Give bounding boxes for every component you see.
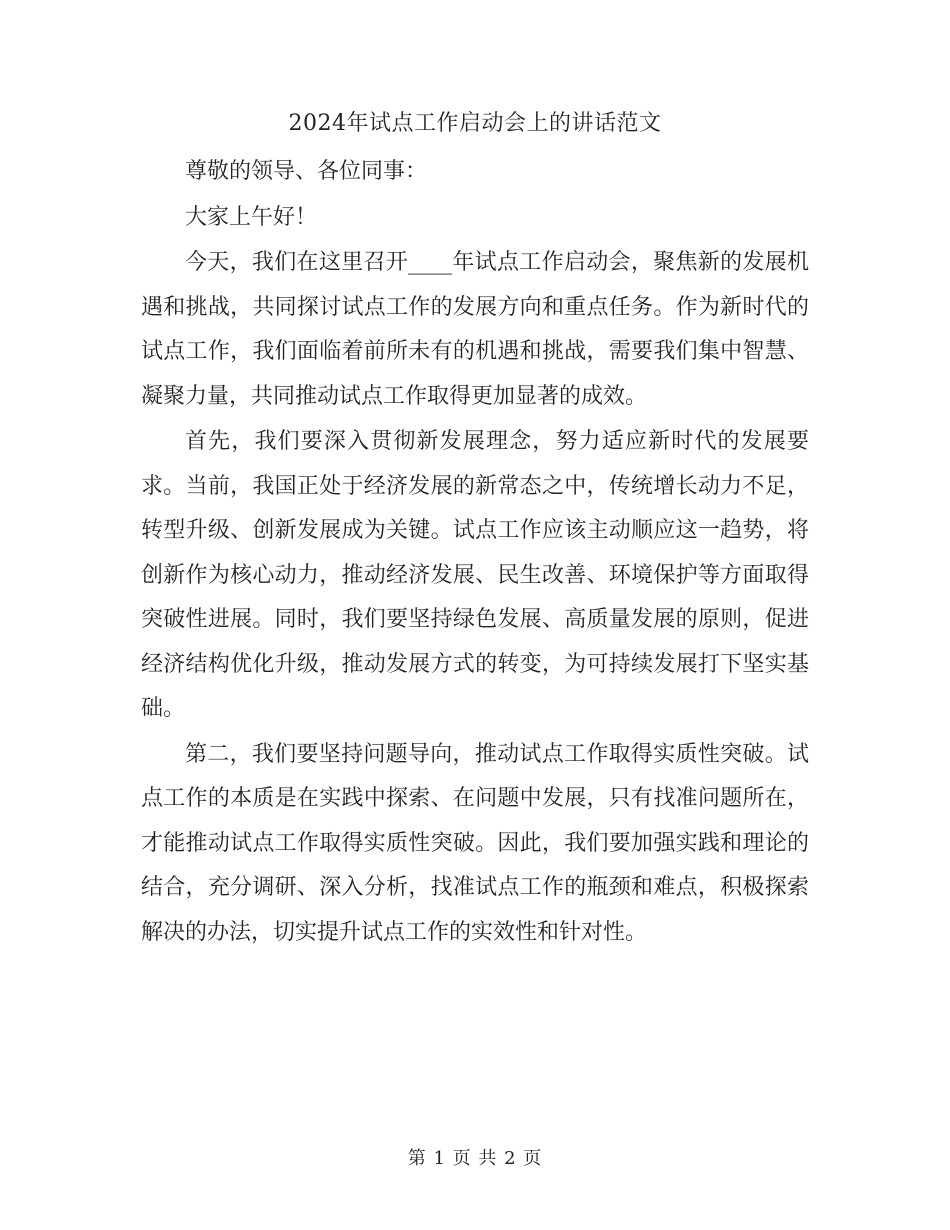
- salutation: 尊敬的领导、各位同事：: [185, 159, 428, 184]
- paragraph-intro: 今天，我们在这里召开____年试点工作启动会，聚焦新的发展机遇和挑战，共同探讨试点工作的发展方向和重点任务。作为新时代的试点工作，我们面临着前所未有的机遇和挑战，需要我们集中智慧、凝聚力量，共同推动试点工作取得更加显著的成效。: [141, 250, 809, 409]
- page-number: 第 1 页 共 2 页: [407, 1148, 543, 1169]
- document-title: 2024年试点工作启动会上的讲话范文: [288, 111, 662, 136]
- document-body: [141, 150, 809, 956]
- paragraph-second: 第二，我们要坚持问题导向，推动试点工作取得实质性突破。试点工作的本质是在实践中探索、在问题中发展，只有找准问题所在，才能推动试点工作取得实质性突破。因此，我们要加强实践和理论的结合，充分调研、深入分析，找准试点工作的瓶颈和难点，积极探索解决的办法，切实提升试点工作的实效性和针对性。: [141, 741, 809, 945]
- greeting: 大家上午好！: [185, 204, 318, 230]
- paragraph-first: 首先，我们要深入贯彻新发展理念，努力适应新时代的发展要求。当前，我国正处于经济发展的新常态之中，传统增长动力不足，转型升级、创新发展成为关键。试点工作应该主动顺应这一趋势，将创新作为核心动力，推动经济发展、民生改善、环境保护等方面取得突破性进展。同时，我们要坚持绿色发展、高质量发展的原则，促进经济结构优化升级，推动发展方式的转变，为可持续发展打下坚实基础。: [141, 429, 809, 721]
